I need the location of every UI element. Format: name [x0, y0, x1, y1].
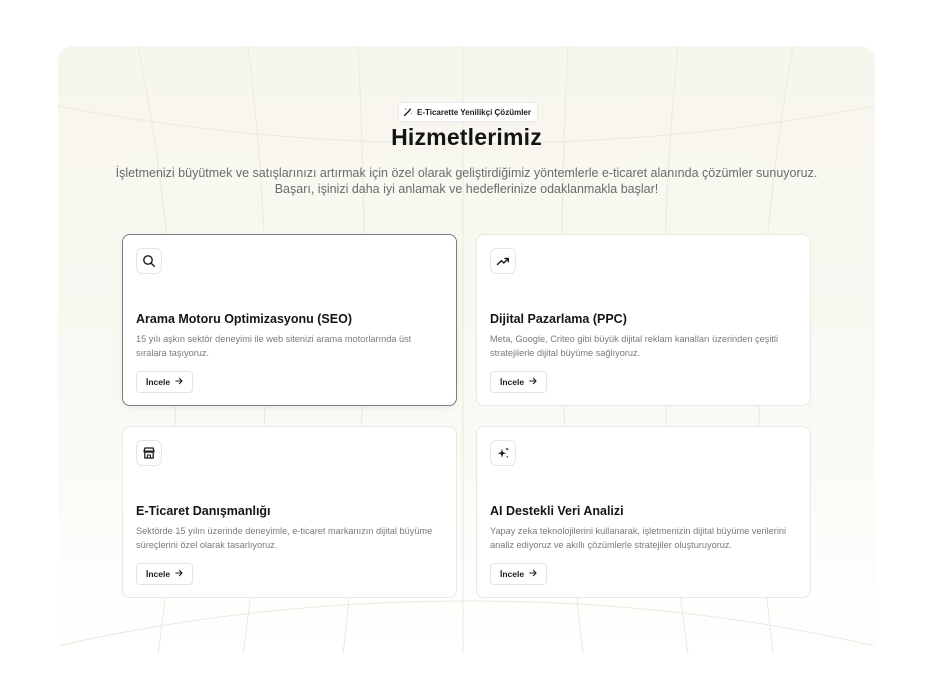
- service-description: Sektörde 15 yılın üzerinde deneyimle, e-ticaret markanızın dijital büyüme süreçlerini özel olarak tasarlıyoruz.: [136, 526, 433, 550]
- incele-button[interactable]: [490, 563, 547, 585]
- service-description: 15 yılı aşkın sektör deneyimi ile web sitenizi arama motorlarında üst sıralara taşıyoruz.: [136, 334, 412, 358]
- service-title: Arama Motoru Optimizasyonu (SEO): [136, 312, 352, 326]
- incele-button[interactable]: [136, 563, 193, 585]
- store-icon: [136, 440, 162, 466]
- button-label: İncele: [500, 377, 525, 387]
- arrow-right-icon: [175, 377, 183, 387]
- service-description: Meta, Google, Criteo gibi büyük dijital reklam kanalları üzerinden çeşitli stratejilerle dijital büyüme sağlıyoruz.: [490, 334, 779, 358]
- page-title: Hizmetlerimiz: [391, 124, 542, 150]
- arrow-right-icon: [529, 377, 537, 387]
- service-title: Dijital Pazarlama (PPC): [490, 312, 627, 326]
- page-subtitle: İşletmenizi büyütmek ve satışlarınızı artırmak için özel olarak geliştirdiğimiz yöntemlerle e-ticaret alanında çözümler sunuyoruz. Başarı, işinizi daha iyi anlamak ve hedeflerinize odaklanmakla başlar!: [115, 166, 818, 196]
- service-card-ai[interactable]: [476, 426, 811, 598]
- button-label: İncele: [146, 569, 171, 579]
- service-title: AI Destekli Veri Analizi: [490, 504, 624, 518]
- badge-label: E-Ticarette Yenilikçi Çözümler: [417, 107, 531, 117]
- trending-up-icon: [490, 248, 516, 274]
- sparkles-icon: [490, 440, 516, 466]
- button-label: İncele: [146, 377, 171, 387]
- incele-button[interactable]: [136, 371, 193, 393]
- button-label: İncele: [500, 569, 525, 579]
- magic-wand-icon: [403, 107, 413, 117]
- arrow-right-icon: [529, 569, 537, 579]
- search-icon: [136, 248, 162, 274]
- service-description: Yapay zeka teknolojilerini kullanarak, işletmenizin dijital büyüme verilerini analiz ediyoruz ve akıllı çözümlerle stratejiler oluşturuyoruz.: [490, 526, 787, 550]
- service-title: E-Ticaret Danışmanlığı: [136, 504, 271, 518]
- incele-button[interactable]: [490, 371, 547, 393]
- arrow-right-icon: [175, 569, 183, 579]
- service-card-seo[interactable]: [122, 234, 457, 406]
- service-card-ecommerce[interactable]: [122, 426, 457, 598]
- service-card-ppc[interactable]: [476, 234, 811, 406]
- hero-badge: [398, 102, 538, 122]
